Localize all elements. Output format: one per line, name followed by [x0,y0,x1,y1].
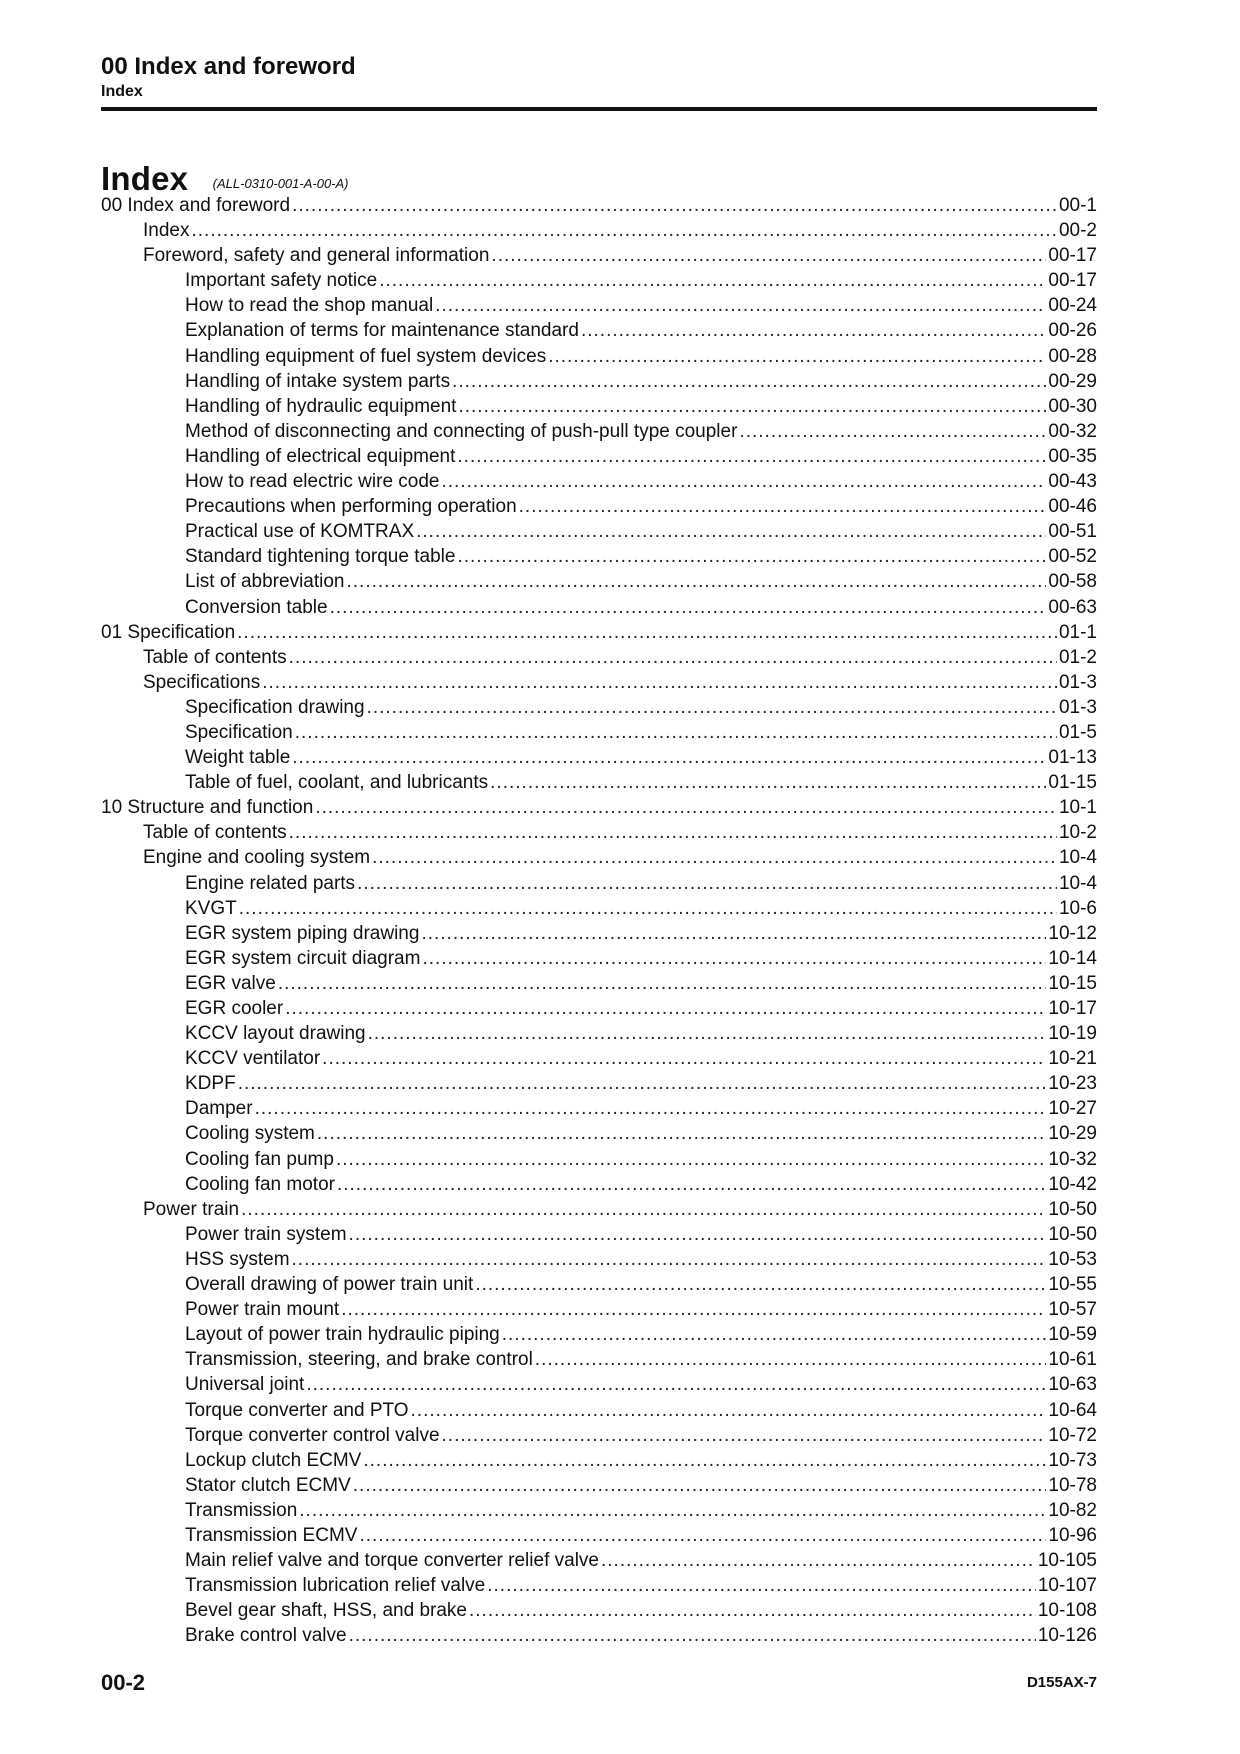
toc-entry-page: 00-29 [1048,370,1097,392]
toc-leader-dots [372,845,1057,870]
toc-leader-dots [475,1272,1046,1297]
toc-entry-page: 10-78 [1048,1474,1097,1496]
toc-entry-page: 10-27 [1048,1098,1097,1120]
toc-entry-page: 01-3 [1058,671,1097,693]
toc-entry-title: Practical use of KOMTRAX [185,521,415,543]
toc-leader-dots [238,1071,1047,1096]
toc-entry-title: KCCV ventilator [185,1048,321,1070]
toc-entry-page: 00-30 [1048,395,1097,417]
toc-entry-title: Cooling fan motor [185,1173,335,1195]
toc-entry-title: Damper [185,1098,253,1120]
toc-entry-page: 00-1 [1058,195,1097,216]
toc-entry[interactable] [101,369,1097,394]
toc-entry[interactable] [101,344,1097,369]
toc-leader-dots [292,193,1057,218]
toc-entry-page: 01-3 [1058,696,1097,718]
toc-entry-page: 10-55 [1048,1274,1097,1296]
toc-entry[interactable] [101,720,1097,745]
toc-leader-dots [336,1147,1046,1172]
toc-entry[interactable] [101,1197,1097,1222]
toc-entry[interactable] [101,318,1097,343]
toc-entry-title: Handling of hydraulic equipment [185,395,457,417]
toc-entry-page: 10-57 [1048,1299,1097,1321]
toc-entry-title: Transmission lubrication relief valve [185,1575,486,1597]
toc-leader-dots [442,1423,1047,1448]
toc-leader-dots [357,871,1057,896]
toc-entry-page: 10-108 [1037,1600,1097,1622]
toc-leader-dots [368,1021,1047,1046]
header-divider [101,107,1097,111]
toc-entry[interactable] [101,419,1097,444]
toc-entry-page: 10-23 [1048,1073,1097,1095]
toc-entry[interactable] [101,645,1097,670]
index-title: Index [101,160,189,197]
toc-entry-page: 01-15 [1048,772,1097,794]
toc-entry-title: Lockup clutch ECMV [185,1449,362,1471]
toc-entry-title: Cooling system [185,1123,315,1145]
toc-leader-dots [442,469,1047,494]
toc-entry[interactable] [101,1372,1097,1397]
toc-entry-page: 10-17 [1048,998,1097,1019]
footer-page-number: 00-2 [101,1670,146,1695]
toc-entry[interactable] [101,1272,1097,1297]
toc-entry-title: Specification drawing [185,696,365,718]
toc-entry-page: 10-96 [1048,1524,1097,1546]
toc-leader-dots [241,1197,1046,1222]
toc-entry-page: 00-2 [1058,220,1097,242]
toc-entry-page: 10-1 [1058,797,1097,819]
toc-entry[interactable] [101,670,1097,695]
toc-entry-page: 10-61 [1048,1349,1097,1371]
toc-entry-page: 00-28 [1048,345,1097,367]
toc-entry[interactable] [101,1222,1097,1247]
toc-entry-page: 10-29 [1048,1123,1097,1145]
toc-entry[interactable] [101,946,1097,971]
toc-entry[interactable] [101,1297,1097,1322]
toc-leader-dots [601,1548,1036,1573]
toc-leader-dots [262,670,1057,695]
toc-entry-page: 01-13 [1048,747,1097,769]
toc-entry-page: 00-43 [1048,471,1097,493]
toc-entry[interactable] [101,820,1097,845]
toc-entry-title: EGR cooler [185,998,284,1019]
toc-entry-page: 10-64 [1048,1399,1097,1421]
toc-entry[interactable] [101,1046,1097,1071]
index-code: (ALL-0310-001-A-00-A) [212,176,349,191]
toc-entry[interactable] [101,971,1097,996]
toc-entry-page: 00-63 [1048,596,1097,618]
toc-entry-title: Overall drawing of power train unit [185,1274,474,1296]
toc-entry[interactable] [101,394,1097,419]
toc-entry-title: Engine and cooling system [143,847,371,869]
toc-entry[interactable] [101,1021,1097,1046]
toc-entry-title: Specification [185,721,293,743]
toc-entry-title: Cooling fan pump [185,1148,334,1170]
toc-leader-dots [519,494,1047,519]
toc-entry[interactable] [101,1448,1097,1473]
toc-leader-dots [349,1222,1047,1247]
toc-leader-dots [278,971,1047,996]
toc-entry[interactable] [101,469,1097,494]
toc-entry-title: Layout of power train hydraulic piping [185,1324,500,1346]
toc-leader-dots [341,1297,1046,1322]
toc-entry-title: Main relief valve and torque converter relief valve [185,1550,599,1572]
toc-entry-title: Standard tightening torque table [185,546,456,568]
toc-entry[interactable] [101,770,1097,795]
toc-entry-title: Power train [143,1198,240,1220]
toc-entry-title: Brake control valve [185,1625,347,1647]
toc-entry-title: Torque converter and PTO [185,1399,409,1421]
toc-entry[interactable] [101,1473,1097,1498]
page-header [101,52,1097,102]
toc-entry[interactable] [101,921,1097,946]
toc-entry[interactable] [101,1623,1097,1648]
toc-entry-page: 10-72 [1048,1424,1097,1446]
toc-entry-title: Engine related parts [185,872,356,894]
toc-entry-page: 01-1 [1058,621,1097,643]
section-title: 00 Index and foreword [101,53,356,80]
section-subtitle: Index [101,83,143,100]
toc-leader-dots [292,1247,1047,1272]
toc-leader-dots [191,218,1056,243]
toc-leader-dots [548,344,1046,369]
toc-leader-dots [435,293,1046,318]
toc-entry-title: Transmission ECMV [185,1524,358,1546]
toc-entry-page: 10-42 [1048,1173,1097,1195]
toc-entry-title: Method of disconnecting and connecting of push-pull type coupler [185,420,738,442]
toc-entry-title: Weight table [185,747,291,769]
toc-leader-dots [353,1473,1047,1498]
toc-leader-dots [285,996,1046,1021]
toc-leader-dots [295,720,1057,745]
toc-leader-dots [347,569,1047,594]
toc-entry-title: List of abbreviation [185,571,345,593]
toc-entry-title: KVGT [185,897,237,919]
toc-entry[interactable] [101,243,1097,268]
toc-entry[interactable] [101,494,1097,519]
toc-leader-dots [535,1347,1047,1372]
toc-entry[interactable] [101,1071,1097,1096]
toc-entry-page: 00-26 [1048,320,1097,342]
toc-entry-page: 00-51 [1048,521,1097,543]
toc-entry-title: Table of contents [143,646,287,668]
toc-entry-page: 10-21 [1048,1048,1097,1070]
toc-entry[interactable] [101,1548,1097,1573]
toc-leader-dots [502,1322,1047,1347]
toc-leader-dots [491,243,1046,268]
toc-leader-dots [458,394,1046,419]
toc-entry[interactable] [101,1423,1097,1448]
toc-entry-page: 10-15 [1048,972,1097,994]
toc-entry-title: KDPF [185,1073,236,1095]
toc-entry-page: 10-6 [1058,897,1097,919]
toc-entry-page: 10-14 [1048,947,1097,969]
toc-entry-title: Handling of intake system parts [185,370,451,392]
toc-entry[interactable] [101,1172,1097,1197]
toc-leader-dots [322,1046,1046,1071]
toc-leader-dots [315,795,1057,820]
toc-leader-dots [255,1096,1047,1121]
toc-entry[interactable] [101,620,1097,645]
toc-entry[interactable] [101,1347,1097,1372]
toc-entry-title: Specifications [143,671,261,693]
toc-entry-page: 00-17 [1048,245,1097,267]
toc-entry-title: Transmission [185,1499,298,1521]
toc-entry[interactable] [101,1398,1097,1423]
toc-entry-page: 00-58 [1048,571,1097,593]
toc-entry-page: 10-82 [1048,1499,1097,1521]
table-of-contents [101,193,1097,1648]
toc-entry-page: 01-2 [1058,646,1097,668]
toc-entry[interactable] [101,569,1097,594]
toc-entry[interactable] [101,871,1097,896]
toc-entry[interactable] [101,845,1097,870]
toc-entry-title: How to read electric wire code [185,471,440,493]
toc-entry[interactable] [101,1322,1097,1347]
toc-entry[interactable] [101,268,1097,293]
toc-entry-page: 00-17 [1048,270,1097,292]
toc-entry-title: 00 Index and foreword [101,195,291,216]
toc-entry-title: Power train mount [185,1299,340,1321]
toc-leader-dots [317,1121,1047,1146]
toc-entry-title: 10 Structure and function [101,797,314,819]
toc-entry-page: 10-126 [1037,1625,1097,1647]
toc-entry-title: KCCV layout drawing [185,1023,366,1045]
toc-entry-page: 10-53 [1048,1248,1097,1270]
toc-leader-dots [487,1573,1036,1598]
toc-leader-dots [421,921,1046,946]
toc-entry-title: Transmission, steering, and brake control [185,1349,533,1371]
toc-leader-dots [289,820,1057,845]
toc-leader-dots [349,1623,1036,1648]
toc-entry-title: Torque converter control valve [185,1424,440,1446]
toc-leader-dots [299,1498,1046,1523]
toc-leader-dots [337,1172,1046,1197]
toc-entry-title: Table of contents [143,822,287,844]
toc-entry[interactable] [101,695,1097,720]
toc-entry-title: Explanation of terms for maintenance standard [185,320,579,342]
toc-entry-title: Stator clutch ECMV [185,1474,351,1496]
toc-entry-title: EGR system piping drawing [185,922,420,944]
toc-entry-title: Precautions when performing operation [185,496,517,518]
toc-entry-title: How to read the shop manual [185,295,434,317]
toc-entry[interactable] [101,1247,1097,1272]
toc-entry[interactable] [101,1121,1097,1146]
toc-entry-title: 01 Specification [101,621,236,643]
toc-leader-dots [359,1523,1046,1548]
toc-leader-dots [490,770,1046,795]
toc-entry-page: 10-107 [1037,1575,1097,1597]
toc-entry[interactable] [101,193,1097,218]
toc-leader-dots [739,419,1046,444]
toc-entry-page: 10-59 [1048,1324,1097,1346]
toc-entry[interactable] [101,519,1097,544]
toc-entry-title: EGR system circuit diagram [185,947,421,969]
toc-entry-page: 10-63 [1048,1374,1097,1396]
toc-entry-title: Conversion table [185,596,328,618]
toc-leader-dots [237,620,1057,645]
toc-entry-page: 10-50 [1048,1223,1097,1245]
toc-entry-page: 10-4 [1058,872,1097,894]
toc-leader-dots [469,1598,1036,1623]
toc-entry[interactable] [101,896,1097,921]
toc-entry-title: EGR valve [185,972,276,994]
toc-leader-dots [367,695,1057,720]
toc-entry[interactable] [101,444,1097,469]
toc-leader-dots [306,1372,1046,1397]
toc-entry[interactable] [101,996,1097,1021]
toc-entry-title: Power train system [185,1223,347,1245]
toc-leader-dots [452,369,1046,394]
toc-entry-title: Universal joint [185,1374,305,1396]
toc-leader-dots [379,268,1046,293]
toc-entry[interactable] [101,293,1097,318]
toc-leader-dots [239,896,1057,921]
toc-entry-page: 10-50 [1048,1198,1097,1220]
toc-leader-dots [581,318,1046,343]
toc-entry-page: 10-32 [1048,1148,1097,1170]
page-footer [101,1670,1097,1700]
toc-entry-title: Handling equipment of fuel system devices [185,345,547,367]
toc-entry[interactable] [101,595,1097,620]
toc-entry[interactable] [101,1573,1097,1598]
toc-entry-title: Foreword, safety and general information [143,245,490,267]
toc-entry-title: Table of fuel, coolant, and lubricants [185,772,489,794]
toc-entry-title: Index [143,220,190,242]
toc-entry-page: 10-12 [1048,922,1097,944]
toc-entry-page: 10-73 [1048,1449,1097,1471]
toc-entry[interactable] [101,1498,1097,1523]
toc-entry-page: 00-32 [1048,420,1097,442]
toc-entry[interactable] [101,1598,1097,1623]
toc-entry-page: 10-105 [1037,1550,1097,1572]
toc-entry[interactable] [101,1147,1097,1172]
toc-entry-title: Important safety notice [185,270,378,292]
toc-entry[interactable] [101,1096,1097,1121]
toc-leader-dots [330,595,1047,620]
toc-entry-page: 00-52 [1048,546,1097,568]
toc-entry[interactable] [101,1523,1097,1548]
toc-entry-page: 01-5 [1058,721,1097,743]
toc-entry-title: HSS system [185,1248,290,1270]
toc-entry-page: 10-4 [1058,847,1097,869]
toc-entry-page: 00-46 [1048,496,1097,518]
toc-leader-dots [363,1448,1046,1473]
toc-entry-page: 10-19 [1048,1023,1097,1045]
toc-entry[interactable] [101,745,1097,770]
toc-entry-page: 10-2 [1058,822,1097,844]
toc-entry[interactable] [101,218,1097,243]
footer-model: D155AX-7 [1026,1674,1097,1691]
toc-leader-dots [289,645,1057,670]
toc-leader-dots [416,519,1046,544]
toc-entry[interactable] [101,544,1097,569]
toc-entry[interactable] [101,795,1097,820]
toc-leader-dots [292,745,1046,770]
toc-entry-page: 00-35 [1048,445,1097,467]
toc-leader-dots [411,1398,1047,1423]
toc-entry-title: Handling of electrical equipment [185,445,456,467]
toc-leader-dots [457,444,1046,469]
toc-leader-dots [422,946,1046,971]
toc-leader-dots [457,544,1046,569]
toc-entry-title: Bevel gear shaft, HSS, and brake [185,1600,467,1622]
toc-entry-page: 00-24 [1048,295,1097,317]
